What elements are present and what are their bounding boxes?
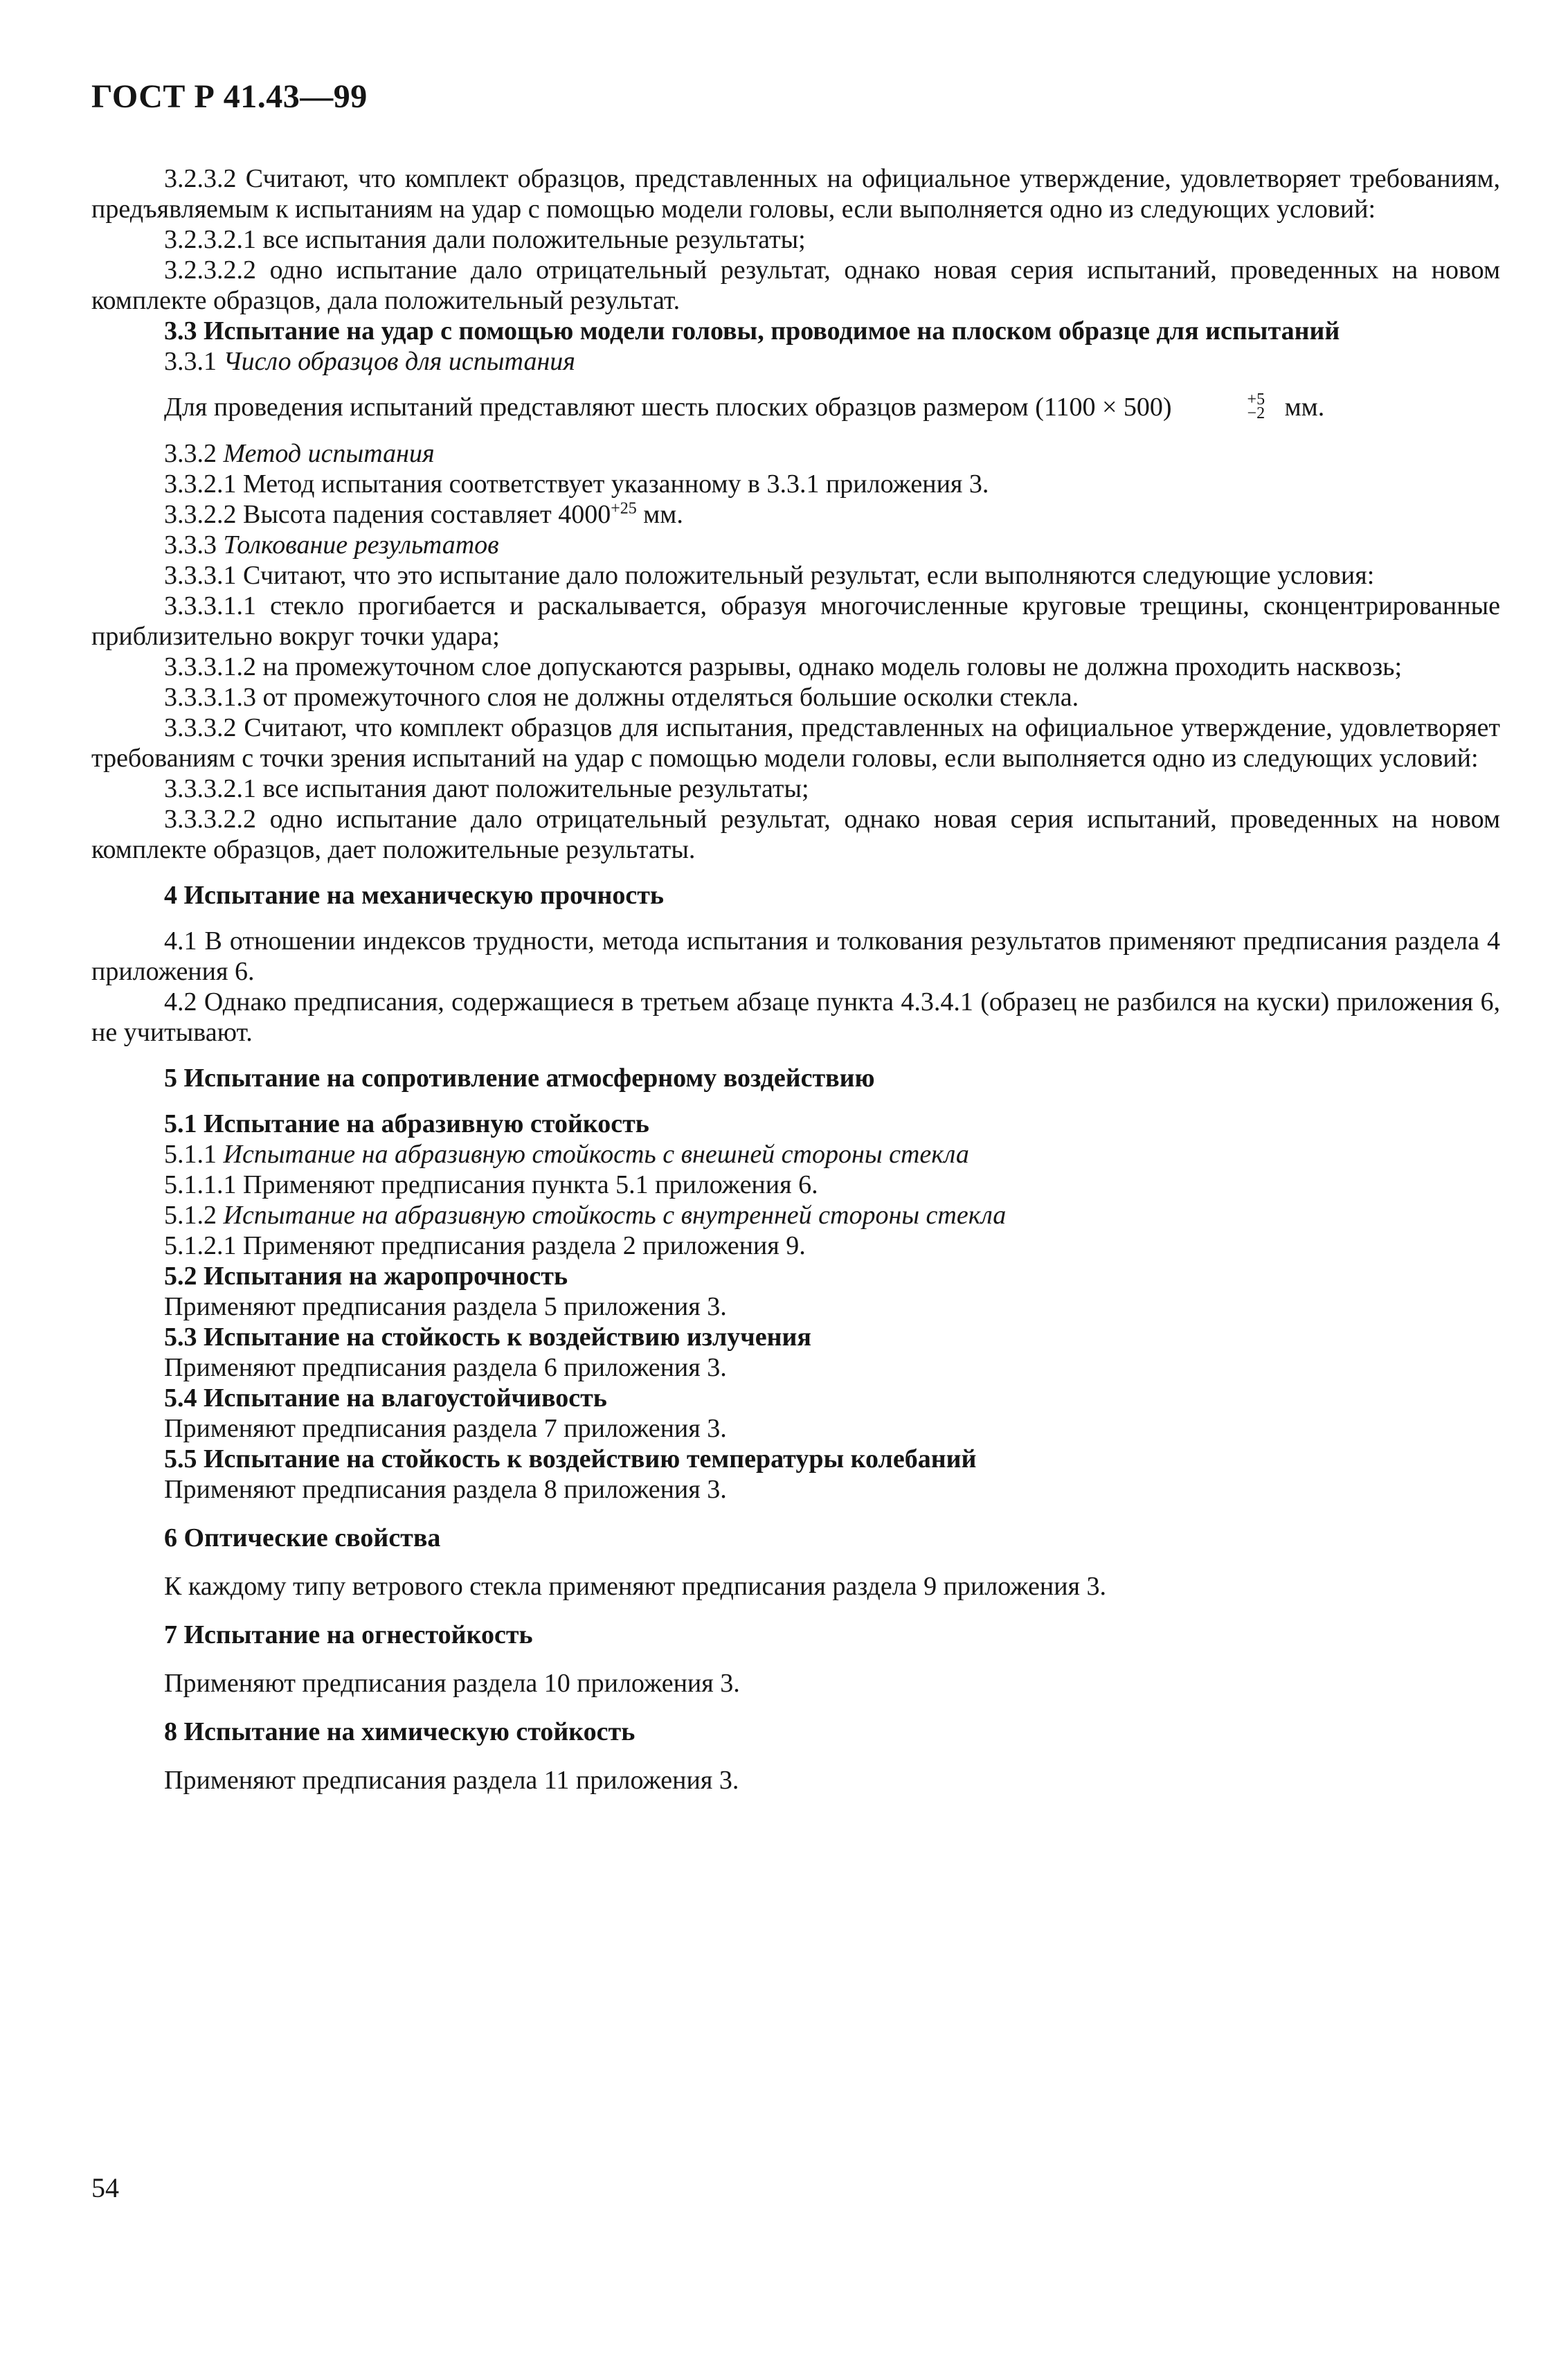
paragraph-8: Применяют предписания раздела 11 приложения 3.	[164, 1766, 739, 1796]
paragraph-5-2: Применяют предписания раздела 5 приложения 3.	[164, 1292, 727, 1322]
paragraph-number: 5.1.1	[164, 1140, 217, 1170]
paragraph-4-2: 4.2 Однако предписания, содержащиеся в третьем абзаце пункта 4.3.4.1 (образец не разбился на куски) приложения 6, не учитывают.	[91, 987, 1500, 1048]
paragraph-5-1-1-1: 5.1.1.1 Применяют предписания пункта 5.1 приложения 6.	[164, 1170, 818, 1200]
paragraph-5-5: Применяют предписания раздела 8 приложения 3.	[164, 1475, 727, 1505]
paragraph-number: 3.3.2	[164, 439, 217, 469]
drop-height-text: 3.3.2.2 Высота падения составляет 4000	[164, 500, 611, 530]
specimen-size-text: Для проведения испытаний представляют шесть плоских образцов размером (1100 × 500)	[164, 393, 1172, 422]
paragraph-3-3-3-2-1: 3.3.3.2.1 все испытания дают положительные результаты;	[164, 774, 809, 804]
document-header: ГОСТ Р 41.43—99	[91, 78, 368, 115]
paragraph-3-3-3-1-2: 3.3.3.1.2 на промежуточном слое допускаются разрывы, однако модель головы не должна проходить насквозь;	[164, 652, 1403, 682]
paragraph-number: 3.3.1	[164, 347, 217, 376]
paragraph-3-3-1	[91, 346, 1500, 377]
paragraph-3-3-3-1-1: 3.3.3.1.1 стекло прогибается и раскалывается, образуя многочисленные круговые трещины, сконцентрированные приблизительно вокруг точки удара;	[91, 591, 1500, 652]
section-heading-3-3: 3.3 Испытание на удар с помощью модели головы, проводимое на плоском образце для испытаний	[164, 316, 1340, 346]
section-heading-5-1: 5.1 Испытание на абразивную стойкость	[164, 1109, 649, 1139]
paragraph-italic-title: Испытание на абразивную стойкость с внутренней стороны стекла	[223, 1201, 1007, 1230]
paragraph-3-3-3-2: 3.3.3.2 Считают, что комплект образцов для испытания, представленных на официальное утверждение, удовлетворяет требованиям с точки зрения испытаний на удар с помощью модели головы, если выполняется одно из следующих условий:	[91, 713, 1500, 773]
paragraph-5-4: Применяют предписания раздела 7 приложения 3.	[164, 1414, 727, 1444]
size-tolerance	[1175, 391, 1265, 423]
section-heading-8: 8 Испытание на химическую стойкость	[164, 1717, 636, 1747]
section-heading-5: 5 Испытание на сопротивление атмосферному воздействию	[164, 1064, 875, 1093]
section-heading-5-5: 5.5 Испытание на стойкость к воздействию температуры колебаний	[164, 1444, 977, 1474]
paragraph-italic-title: Толкование результатов	[223, 530, 499, 560]
paragraph-5-1-2-1: 5.1.2.1 Применяют предписания раздела 2 приложения 9.	[164, 1231, 806, 1261]
paragraph-italic-title: Испытание на абразивную стойкость с внешней стороны стекла	[223, 1140, 969, 1170]
section-heading-5-3: 5.3 Испытание на стойкость к воздействию излучения	[164, 1323, 811, 1352]
paragraph-3-3-3-1-3: 3.3.3.1.3 от промежуточного слоя не должны отделяться большие осколки стекла.	[164, 683, 1079, 713]
paragraph-3-3-3	[91, 530, 1500, 560]
paragraph-3-3-2-2	[91, 499, 1500, 530]
size-unit: мм.	[1284, 393, 1325, 422]
paragraph-5-1-1	[91, 1139, 1500, 1170]
paragraph-3-2-3-2-1: 3.2.3.2.1 все испытания дали положительные результаты;	[164, 225, 806, 254]
paragraph-italic-title: Число образцов для испытания	[223, 347, 575, 376]
section-heading-6: 6 Оптические свойства	[164, 1523, 441, 1553]
paragraph-6: К каждому типу ветрового стекла применяют предписания раздела 9 приложения 3.	[164, 1572, 1107, 1602]
section-heading-4: 4 Испытание на механическую прочность	[164, 881, 664, 911]
drop-height-unit: мм.	[643, 500, 683, 530]
document-body	[91, 163, 1500, 1796]
section-heading-5-4: 5.4 Испытание на влагоустойчивость	[164, 1383, 607, 1413]
paragraph-3-3-2-1: 3.3.2.1 Метод испытания соответствует указанному в 3.3.1 приложения 3.	[164, 469, 989, 499]
section-heading-7: 7 Испытание на огнестойкость	[164, 1620, 533, 1650]
paragraph-number: 5.1.2	[164, 1201, 217, 1230]
paragraph-7: Применяют предписания раздела 10 приложения 3.	[164, 1669, 740, 1699]
paragraph-5-3: Применяют предписания раздела 6 приложения 3.	[164, 1353, 727, 1383]
paragraph-3-3-3-2-2: 3.3.3.2.2 одно испытание дало отрицательный результат, однако новая серия испытаний, проведенных на новом комплекте образцов, дает положительные результаты.	[91, 805, 1500, 865]
paragraph-3-2-3-2-2: 3.2.3.2.2 одно испытание дало отрицательный результат, однако новая серия испытаний, проведенных на новом комплекте образцов, дала положительный результат.	[91, 256, 1500, 315]
paragraph-4-1: 4.1 В отношении индексов трудности, метода испытания и толкования результатов применяют предписания раздела 4 приложения 6.	[91, 926, 1500, 987]
paragraph-italic-title: Метод испытания	[223, 439, 435, 469]
paragraph-3-3-3-1: 3.3.3.1 Считают, что это испытание дало положительный результат, если выполняются следующие условия:	[164, 561, 1375, 591]
page-number: 54	[91, 2172, 119, 2203]
paragraph-number: 3.3.3	[164, 530, 217, 560]
paragraph-3-2-3-2: 3.2.3.2 Считают, что комплект образцов, представленных на официальное утверждение, удовлетворяет требованиям, предъявляемым к испытаниям на удар с помощью модели головы, если выполняется одно из следующих условий:	[91, 164, 1500, 224]
paragraph-5-1-2	[91, 1200, 1500, 1230]
paragraph-3-3-2	[91, 438, 1500, 469]
section-heading-5-2: 5.2 Испытания на жаропрочность	[164, 1262, 568, 1291]
tolerance-upper: +5	[1247, 391, 1265, 409]
drop-height-tolerance: +25	[611, 499, 637, 518]
tolerance-lower: −2	[1247, 404, 1265, 423]
paragraph-specimen-size	[91, 392, 1500, 423]
